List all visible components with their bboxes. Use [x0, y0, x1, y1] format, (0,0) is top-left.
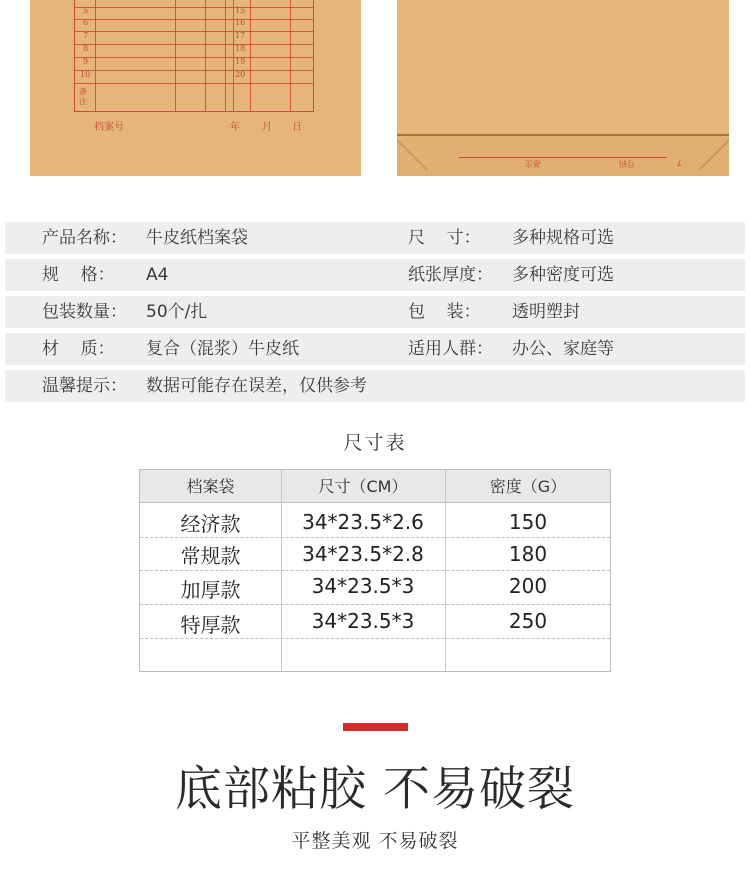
spec-key: 材 质：	[42, 339, 115, 359]
form-row-line	[75, 31, 313, 32]
row-number: 20	[235, 70, 246, 79]
row-number: 17	[235, 31, 246, 40]
spec-value: 50个/扎	[146, 302, 208, 322]
size-header-cell: 密度（G）	[489, 477, 567, 496]
row-number: 16	[235, 18, 246, 27]
row-divider	[140, 638, 610, 639]
date-day-label: 日	[292, 122, 302, 133]
spec-row	[5, 333, 745, 365]
form-row-line	[75, 7, 313, 8]
product-photo-envelope-back	[397, 0, 729, 176]
form-col-line	[290, 0, 291, 111]
spec-key: 适用人群：	[408, 339, 493, 359]
size-density-cell: 250	[508, 609, 548, 633]
envelope-flap	[397, 134, 729, 176]
spec-row	[5, 296, 745, 328]
form-col-line	[95, 0, 96, 111]
note-label: 备注	[79, 87, 87, 106]
flap-red-line	[459, 157, 667, 158]
flap-text: 7	[677, 158, 683, 167]
row-number: 15	[235, 6, 246, 15]
flap-text: 号码	[619, 159, 635, 168]
flap-text: 备注	[525, 159, 541, 168]
form-col-line	[233, 0, 234, 111]
spec-value: A4	[146, 265, 169, 285]
form-row-line	[75, 19, 313, 20]
size-table-header	[140, 470, 610, 503]
spec-key: 产品名称：	[42, 228, 127, 248]
row-number: 5	[83, 6, 89, 15]
row-number: 19	[235, 57, 246, 66]
row-number: 18	[235, 44, 246, 53]
size-density-cell: 200	[508, 574, 548, 598]
row-divider	[140, 604, 610, 605]
size-header-cell: 尺寸（CM）	[318, 477, 408, 496]
size-density-cell: 150	[508, 510, 548, 534]
row-divider	[140, 570, 610, 571]
feature-headline: 底部粘胶 不易破裂	[175, 762, 575, 817]
spec-value: 牛皮纸档案袋	[146, 228, 248, 248]
size-dimension-cell: 34*23.5*3	[311, 574, 415, 598]
spec-value: 多种密度可选	[512, 265, 614, 285]
size-name-cell: 加厚款	[180, 578, 241, 602]
flap-fold-left	[397, 134, 427, 176]
spec-value: 多种规格可选	[512, 228, 614, 248]
spec-key: 温馨提示：	[42, 376, 127, 396]
form-row-line	[75, 44, 313, 45]
form-row-line	[75, 70, 313, 71]
accent-bar	[343, 723, 408, 731]
size-dimension-cell: 34*23.5*2.8	[302, 542, 424, 566]
size-dimension-cell: 34*23.5*2.6	[302, 510, 424, 534]
feature-subline: 平整美观 不易破裂	[291, 830, 459, 852]
form-col-line	[250, 0, 251, 111]
spec-key: 尺 寸：	[408, 228, 481, 248]
flap-fold-right	[699, 134, 729, 176]
spec-key: 包装数量：	[42, 302, 127, 322]
size-header-cell: 档案袋	[186, 477, 235, 496]
spec-value: 透明塑封	[512, 302, 580, 322]
spec-key: 纸张厚度：	[408, 265, 493, 285]
form-row-line	[75, 57, 313, 58]
spec-key: 规 格：	[42, 265, 115, 285]
spec-row	[5, 259, 745, 291]
row-number: 8	[83, 44, 89, 53]
form-col-line	[175, 0, 176, 111]
row-divider	[140, 537, 610, 538]
spec-value: 办公、家庭等	[512, 339, 614, 359]
row-number: 9	[83, 57, 89, 66]
size-density-cell: 180	[508, 542, 548, 566]
row-number: 7	[83, 31, 89, 40]
size-name-cell: 常规款	[180, 544, 241, 568]
size-name-cell: 经济款	[180, 512, 241, 536]
spec-value: 数据可能存在误差，仅供参考	[146, 376, 367, 396]
form-col-line	[205, 0, 206, 111]
archive-number-label: 档案号	[94, 122, 124, 133]
spec-value: 复合（混浆）牛皮纸	[146, 339, 299, 359]
size-dimension-cell: 34*23.5*3	[311, 609, 415, 633]
size-table	[139, 469, 611, 672]
size-name-cell: 特厚款	[180, 613, 241, 637]
date-year-label: 年	[230, 122, 240, 133]
form-row-line	[75, 83, 313, 84]
product-photo-archive-form	[30, 0, 361, 176]
spec-row	[5, 370, 745, 402]
row-number: 10	[80, 70, 91, 79]
row-number: 6	[83, 18, 89, 27]
date-month-label: 月	[262, 122, 272, 133]
archive-form-grid	[74, 0, 314, 112]
spec-key: 包 装：	[408, 302, 481, 322]
size-table-title: 尺寸表	[343, 432, 407, 454]
form-col-line	[225, 0, 226, 111]
spec-row	[5, 222, 745, 254]
